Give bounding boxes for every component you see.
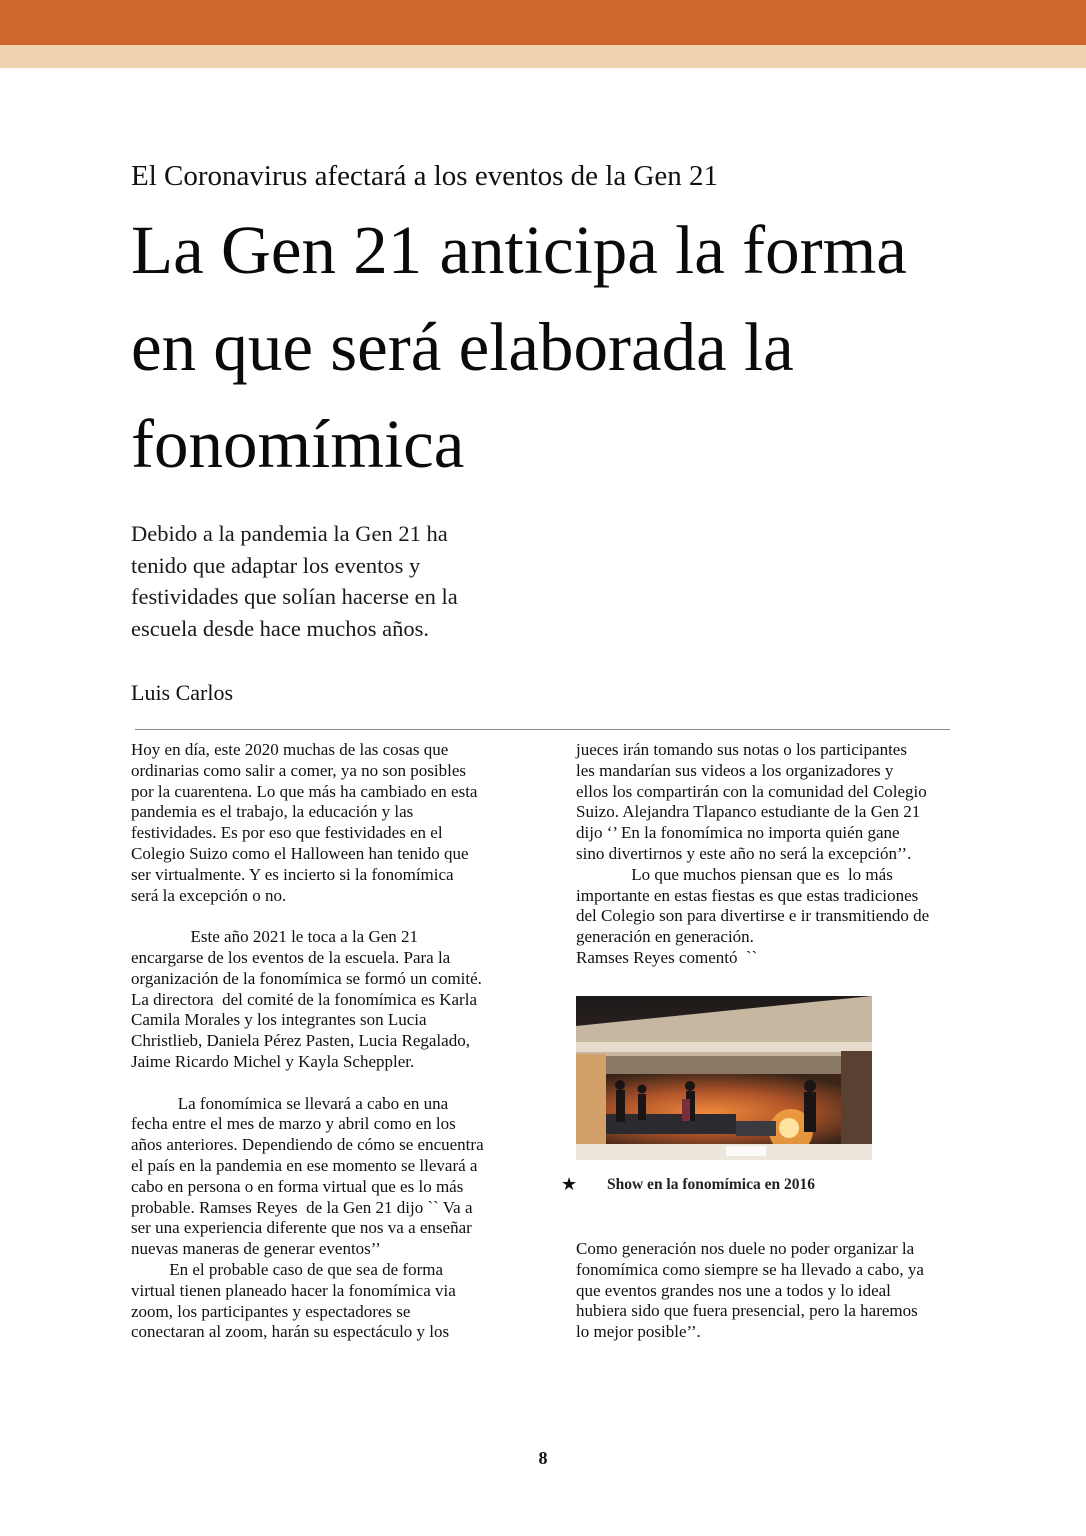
headline-line: fonomímica xyxy=(131,406,465,482)
headline-line: en que será elaborada la xyxy=(131,309,794,385)
top-light-band xyxy=(0,45,1086,68)
body-text-line: ser una experiencia diferente que nos va a enseñar xyxy=(131,1218,472,1238)
body-text-line: que eventos grandes nos une a todos y lo ideal xyxy=(576,1280,891,1300)
body-text-line: será la excepción o no. xyxy=(131,885,287,905)
body-text-line: probable. Ramses Reyes de la Gen 21 dijo `` Va a xyxy=(131,1197,473,1217)
dek-line: tenido que adaptar los eventos y xyxy=(131,552,421,578)
body-text-line: fonomímica como siempre se ha llevado a cabo, ya xyxy=(576,1259,924,1279)
body-text-line: En el probable caso de que sea de forma xyxy=(131,1259,444,1279)
section-divider xyxy=(135,729,950,730)
body-text-line: generación en generación. xyxy=(576,927,754,947)
body-text-line: sino divertirnos y este año no será la excepción’’. xyxy=(576,843,912,863)
body-text-line: Camila Morales y los integrantes son Lucia xyxy=(131,1010,427,1030)
body-text-line: Como generación nos duele no poder organizar la xyxy=(576,1239,915,1258)
body-text-line: zoom, los participantes y espectadores se xyxy=(131,1301,411,1321)
body-text-line: hubiera sido que fuera presencial, pero la haremos xyxy=(576,1301,918,1321)
article-byline: Luis Carlos xyxy=(131,680,234,705)
body-text-line: el país en la pandemia en ese momento se llevará a xyxy=(131,1155,478,1175)
article-kicker: El Coronavirus afectará a los eventos de la Gen 21 xyxy=(131,160,719,192)
body-text-line: organización de la fonomímica se formó un comité. xyxy=(131,968,482,988)
body-text-line: lo mejor posible’’. xyxy=(576,1322,701,1342)
page-number: 8 xyxy=(538,1448,548,1468)
body-text-line: conectaran al zoom, harán su espectáculo y los xyxy=(131,1322,450,1342)
article-dek xyxy=(131,518,551,644)
body-text-line: dijo ‘’ En la fonomímica no importa quién gane xyxy=(576,823,900,843)
article-body-right-column xyxy=(576,740,966,969)
body-text-line: ser virtualmente. Y es incierto si la fonomímica xyxy=(131,864,454,884)
body-text-line: importante en estas fiestas es que estas tradiciones xyxy=(576,885,919,905)
body-text-line xyxy=(131,906,521,927)
body-text-line: ellos los compartirán con la comunidad del Colegio xyxy=(576,781,927,801)
body-text-line: encargarse de los eventos de la escuela. Para la xyxy=(131,947,451,967)
headline-line: La Gen 21 anticipa la forma xyxy=(131,212,907,288)
body-text-line: virtual tienen planeado hacer la fonomímica via xyxy=(131,1280,456,1300)
dek-line: escuela desde hace muchos años. xyxy=(131,615,430,641)
body-text-line: ordinarias como salir a comer, ya no son posibles xyxy=(131,760,466,780)
body-text-line: por la cuarentena. Lo que más ha cambiado en esta xyxy=(131,781,478,801)
body-text-line: Hoy en día, este 2020 muchas de las cosas que xyxy=(131,740,449,759)
body-text-line: Christlieb, Daniela Pérez Pasten, Lucia Regalado, xyxy=(131,1031,470,1051)
dek-line: festividades que solían hacerse en la xyxy=(131,584,458,609)
concert-photo xyxy=(576,996,872,1160)
body-text-line: festividades. Es por eso que festividades en el xyxy=(131,823,443,843)
body-text-line: Suizo. Alejandra Tlapanco estudiante de la Gen 21 xyxy=(576,802,921,822)
body-text-line: les mandarían sus videos a los organizadores y xyxy=(576,760,894,780)
body-text-line xyxy=(131,1073,521,1094)
body-text-line: fecha entre el mes de marzo y abril como en los xyxy=(131,1114,456,1134)
body-text-line: La fonomímica se llevará a cabo en una xyxy=(131,1093,449,1113)
body-text-line: Ramses Reyes comentó `` xyxy=(576,947,758,967)
dek-line: Debido a la pandemia la Gen 21 ha xyxy=(131,521,448,546)
top-color-band xyxy=(0,0,1086,45)
body-text-line: jueces irán tomando sus notas o los participantes xyxy=(576,740,907,759)
article-headline xyxy=(131,202,1031,493)
article-body-left-column xyxy=(131,740,521,1343)
body-text-line: pandemia es el trabajo, la educación y las xyxy=(131,802,414,822)
star-icon: ★ xyxy=(561,1174,578,1195)
body-text-line: cabo en persona o en forma virtual que es lo más xyxy=(131,1176,464,1196)
article-body-right-column-end xyxy=(576,1239,966,1343)
body-text-line: La directora del comité de la fonomímica es Karla xyxy=(131,989,477,1009)
body-text-line: nuevas maneras de generar eventos’’ xyxy=(131,1239,381,1259)
body-text-line: del Colegio son para divertirse e ir transmitiendo de xyxy=(576,906,930,926)
body-text-line: años anteriores. Dependiendo de cómo se encuentra xyxy=(131,1135,484,1155)
body-text-line: Colegio Suizo como el Halloween han tenido que xyxy=(131,843,469,863)
photo-caption: Show en la fonomímica en 2016 xyxy=(607,1176,815,1193)
body-text-line: Lo que muchos piensan que es lo más xyxy=(576,864,893,884)
body-text-line: Este año 2021 le toca a la Gen 21 xyxy=(131,927,419,947)
body-text-line: Jaime Ricardo Michel y Kayla Scheppler. xyxy=(131,1051,415,1071)
